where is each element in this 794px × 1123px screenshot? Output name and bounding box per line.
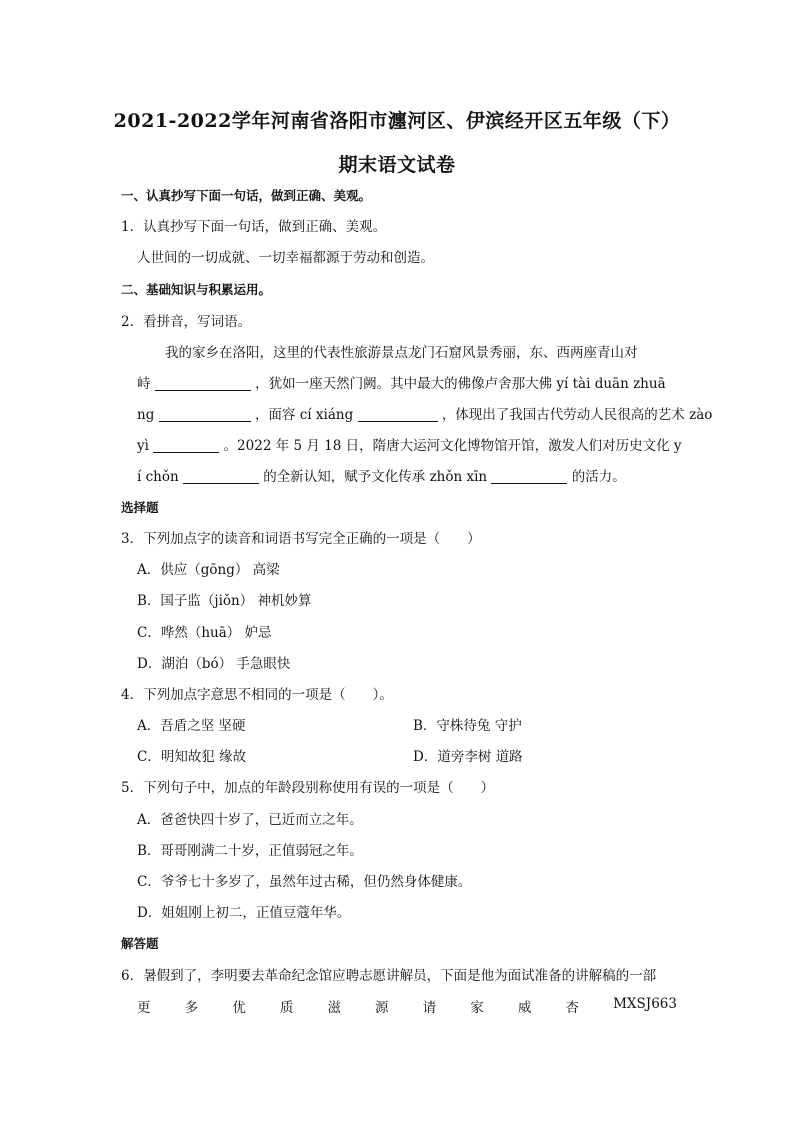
footer-word: 多 bbox=[184, 1000, 199, 1016]
option-3a[interactable]: A．供应（gōng） 高梁 bbox=[137, 562, 280, 578]
footer-word: 质 bbox=[279, 1000, 294, 1016]
option-4c[interactable]: C．明知故犯 缘故 bbox=[137, 749, 247, 765]
footer-word: 滋 bbox=[327, 1000, 341, 1016]
footer-code: MXSJ663 bbox=[613, 996, 677, 1012]
answer-blank[interactable] bbox=[159, 407, 251, 422]
footer-watermark-line bbox=[137, 996, 677, 1016]
question-1: 1．认真抄写下面一句话，做到正确、美观。 bbox=[121, 219, 387, 235]
passage-text: 的活力。 bbox=[571, 469, 626, 485]
passage-text: 的全新认知，赋予文化传承 zhǒn xīn bbox=[263, 469, 488, 485]
question-5: 5．下列句子中，加点的年龄段别称使用有误的一项是（ ） bbox=[121, 780, 495, 796]
answer-blank[interactable] bbox=[358, 407, 438, 422]
question-1-sentence: 人世间的一切成就、一切幸福都源于劳动和创造。 bbox=[137, 250, 434, 266]
footer-word: 家 bbox=[470, 1000, 484, 1016]
footer-word: 源 bbox=[375, 1000, 389, 1016]
question-3: 3．下列加点字的读音和词语书写完全正确的一项是（ ） bbox=[121, 531, 481, 547]
passage-line-1: 我的家乡在洛阳，这里的代表性旅游景点龙门石窟风景秀丽，东、西两座青山对 bbox=[165, 345, 638, 361]
passage-text: ，面容 cí xiáng bbox=[254, 407, 354, 423]
answer-blank[interactable] bbox=[183, 469, 259, 484]
passage-text: í chǒn bbox=[137, 469, 179, 485]
footer-word: 优 bbox=[232, 1000, 246, 1016]
answer-blank[interactable] bbox=[155, 376, 251, 391]
option-5a[interactable]: A．爸爸快四十岁了，已近而立之年。 bbox=[137, 812, 363, 828]
passage-line-2 bbox=[137, 375, 677, 393]
option-4d[interactable]: D．道旁李树 道路 bbox=[413, 749, 523, 765]
answer-blank[interactable] bbox=[153, 438, 219, 453]
answer-blank[interactable] bbox=[491, 469, 567, 484]
question-2: 2．看拼音，写词语。 bbox=[121, 314, 252, 330]
footer-word: 杏 bbox=[565, 1000, 579, 1016]
footer-word: 更 bbox=[137, 1000, 151, 1016]
passage-text: 峙 bbox=[137, 376, 151, 392]
doc-title-line1: 2021-2022学年河南省洛阳市瀍河区、伊滨经开区五年级（下） bbox=[113, 110, 681, 132]
passage-text: ，犹如一座天然门阙。其中最大的佛像卢舍那大佛 yí tài duān zhuā bbox=[255, 376, 666, 392]
section-heading-2: 二、基础知识与积累运用。 bbox=[121, 282, 272, 297]
passage-line-4 bbox=[137, 437, 682, 455]
footer-word: 威 bbox=[517, 1000, 532, 1016]
section-heading-answer: 解答题 bbox=[121, 936, 159, 951]
passage-text: ng bbox=[137, 407, 155, 423]
passage-line-5 bbox=[137, 468, 677, 486]
option-5b[interactable]: B．哥哥刚满二十岁，正值弱冠之年。 bbox=[137, 843, 363, 859]
section-heading-1: 一、认真抄写下面一句话，做到正确、美观。 bbox=[121, 188, 372, 203]
option-5d[interactable]: D．姐姐刚上初二，正值豆蔻年华。 bbox=[137, 905, 351, 921]
passage-line-3 bbox=[137, 406, 713, 424]
doc-title-line2: 期末语文试卷 bbox=[338, 154, 456, 176]
footer-word: 请 bbox=[422, 1000, 437, 1016]
question-6: 6．暑假到了，李明要去革命纪念馆应聘志愿讲解员，下面是他为面试准备的讲解稿的一部 bbox=[121, 968, 657, 984]
option-4a[interactable]: A．吾盾之坚 坚硬 bbox=[137, 718, 246, 734]
passage-text: ，体现出了我国古代劳动人民很高的艺术 zào bbox=[441, 407, 713, 423]
option-3b[interactable]: B．国子监（jiǒn） 神机妙算 bbox=[137, 593, 312, 609]
section-heading-choice: 选择题 bbox=[121, 500, 159, 515]
option-3c[interactable]: C．哗然（huā） 妒忌 bbox=[137, 625, 272, 641]
option-4b[interactable]: B．守株待兔 守护 bbox=[413, 718, 522, 734]
option-3d[interactable]: D．湖泊（bó） 手急眼快 bbox=[137, 656, 291, 672]
passage-text: yì bbox=[137, 438, 149, 454]
passage-text: 。2022 年 5 月 18 日，隋唐大运河文化博物馆开馆，激发人们对历史文化 y bbox=[223, 438, 682, 454]
question-4: 4．下列加点字意思不相同的一项是（ ）。 bbox=[121, 687, 393, 703]
option-5c[interactable]: C．爷爷七十多岁了，虽然年过古稀，但仍然身体健康。 bbox=[137, 874, 472, 890]
